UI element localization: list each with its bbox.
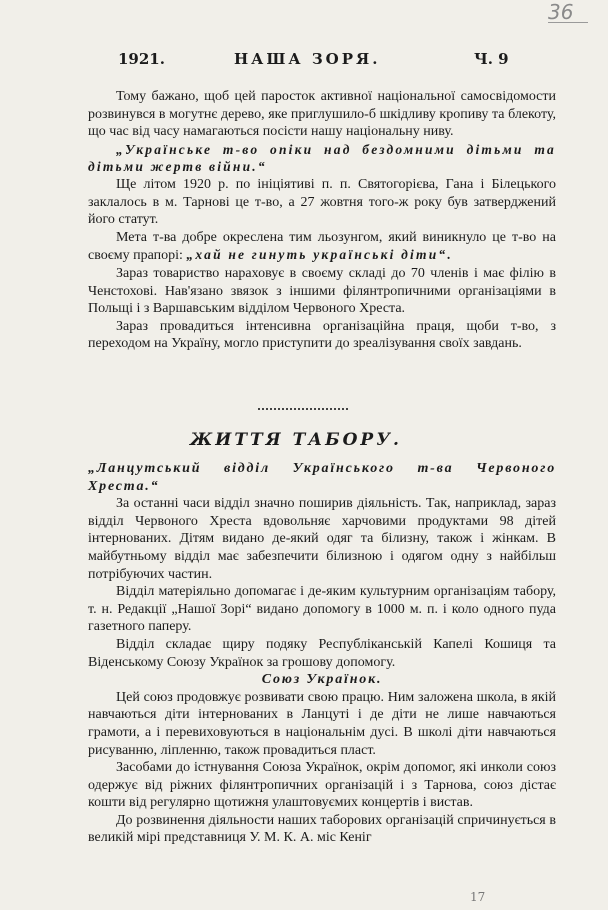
header-title: НАША ЗОРЯ. <box>234 50 381 68</box>
paragraph: Ще літом 1920 р. по ініціятиві п. п. Святогорієва, Гана і Білецького заклалось в м. Тарнові це т-во, а 27 жовтня того-ж року був затверджений його статут. <box>88 176 556 228</box>
page-header <box>110 50 530 70</box>
paragraph: Зараз товариство нараховує в своєму складі до 70 членів і має філію в Ченстохові. Нав'язано звязок з іншими філянтропичними організаціями в Польщі і з Варшавським відділом Червоного Хреста. <box>88 265 556 317</box>
slogan: „хай не гинуть українські діти“. <box>186 247 453 263</box>
paragraph: Цей союз продовжує розвивати свою працю. Ним заложена школа, в якій навчаються діти інтернованих в Ланцуті і де діти не лише навчаються грамоти, а і перевиховуються в національнім дусі. В школі діти навчаються рисуванню, ліпленню, також провадиться пласт. <box>88 689 556 758</box>
handwritten-page-number: 36 <box>548 2 588 23</box>
subsection-title: Союз Українок. <box>261 672 383 688</box>
society-heading: „Українське т-во опіки над бездомними дітьми та дітьми жертв війни.“ <box>88 141 556 175</box>
paragraph: Тому бажано, щоб цей паросток активної національної самосвідомости розвинувся в могутнє дерево, яке приглушило-б шкідливу кропиву та блекоту, що час від часу намагаються посісти нашу національну ниву. <box>88 89 556 140</box>
article-continuation <box>88 88 556 353</box>
paragraph: Засобами до істнування Союза Українок, окрім допомог, які инколи союз одержує від ріжних філянтропичних організацій і з Тарнова, союз дістає кошти від регулярно щотижня улаштовуємих концертів і вистав. <box>88 760 556 811</box>
header-year: 1921. <box>118 50 165 68</box>
subsection-title: „Ланцутський відділ Українського т-ва Червоного Хреста.“ <box>88 461 556 494</box>
section-divider <box>258 408 348 410</box>
section-title: ЖИТТЯ ТАБОРУ. <box>190 430 402 450</box>
printed-page-number: 17 <box>470 890 486 904</box>
paragraph: За останні часи відділ значно поширив діяльність. Так, наприклад, зараз відділ Червоного Хреста вдовольняє харчовими продуктами 98 дітей інтернованих. Дітям видано де-який одяг та білизну, також і жінкам. В майбутньому відділ має забезпечити білизною і одягом одну з найбільш потрібуючих частин. <box>88 496 556 582</box>
header-issue: Ч. 9 <box>474 50 509 68</box>
paragraph: До розвинення діяльности наших таборових організацій спричинується в великій мірі представниця У. М. К. А. міс Кеніг <box>88 812 556 846</box>
camp-life-section <box>88 460 556 847</box>
paragraph: Відділ матеріяльно допомагає і де-яким культурним організаціям табору, т. н. Редакції „Нашої Зорі“ видано допомогу в 1000 м. п. і коло одного пуда газетного паперу. <box>88 584 556 635</box>
paragraph: Зараз провадиться інтенсивна організаційна праця, щоби т-во, з переходом на Україну, могло приступити до зреалізування своїх завдань. <box>88 318 556 352</box>
paragraph: Відділ складає щиру подяку Республіканській Капелі Кошиця та Віденському Союзу Українок за грошову допомогу. <box>88 636 556 670</box>
paragraph-text: Мета т-ва добре окреслена тим льозунгом, який виникнуло це т-во на своєму прапорі: <box>88 229 556 264</box>
paragraph <box>88 229 556 265</box>
